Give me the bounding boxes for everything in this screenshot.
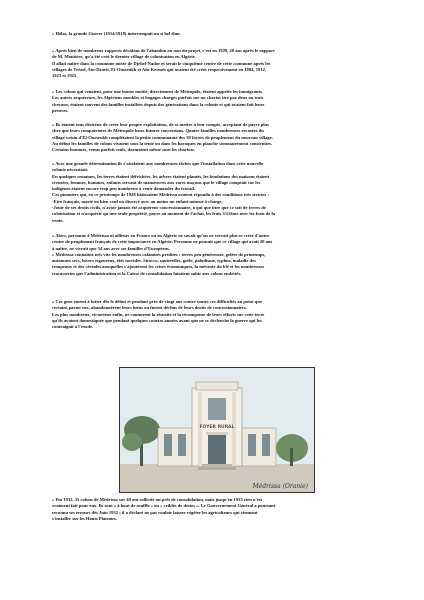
paragraph-3 — [52, 122, 378, 153]
building-illustration — [120, 368, 314, 492]
text-line: contraignit à l'exode. — [52, 324, 94, 330]
text-line: Les autres acquéreurs, les Algériens meubles et bagages chargés parfois sur un chariot tiré par deux ou trois — [52, 95, 264, 101]
text-line: vente. — [52, 217, 64, 223]
paragraph-4 — [52, 161, 378, 224]
text-line: « Avec une grande détermination ils s'attelaient aux nombreuses tâches que l'installation dans cette nouvelle — [52, 161, 264, 166]
text-line: cher que leurs compatriotes de Métropole leurs futures concessions. Quatre familles nombreuses recasées du — [52, 128, 264, 134]
text-line: creusées, femmes, hommes, enfants servant de manœuvres aux rares maçons que le village comptait car les — [52, 179, 261, 185]
text-line: Au début les familles de colons vivaient sous la tente ou dans les baraques en planche sommairement construites. — [52, 140, 273, 146]
text-line: troupeaux et des céréales auxquelles s'ajoutèrent les crises économiques, la mévente du blé et les nombreuses — [52, 264, 265, 270]
text-line: Il allait naître dans la commune mixte de Djebel-Nador et serait le cinquième centre de cette commune après les — [52, 60, 271, 66]
text-line: colonie nécessitait. — [52, 167, 89, 173]
text-line: preuves. — [52, 107, 69, 113]
text-line: « Les colons qui venaient, pour une bonne moitié, directement de Métropole, étaient appelés les immigrants. — [52, 89, 263, 94]
sign-text: FOYER RURAL — [199, 425, 235, 430]
text-line: automnes secs, hivers rigoureux, étés torrides. Sirocco, sauterelles, grêle, paludisme, typhus, maladie des — [52, 258, 256, 264]
text-line: qu'ils avaient domestiquée que pendant quelques courtes années avant que ne se déclenche la guerre qui les — [52, 317, 262, 323]
text-line: -Jouir de ses droits civils, n'avoir jamais été acquéreur concessionnaire, à qui que titre que ce soit de terres de — [52, 205, 266, 211]
text-line: « Médrissa connaîtra très vite les nombreuses calamités prédites : terres peu généreuses, gelées de printemps, — [52, 251, 266, 257]
paragraph-2 — [52, 89, 378, 114]
text-line: chevaux, étaient souvent des familles installées depuis des générations dans la colonie et qui avaient fait leurs — [52, 101, 265, 107]
paragraph-7 — [52, 497, 378, 522]
text-line: 1923 et 1925. — [52, 73, 78, 79]
text-line: à naître, ne vivrait que 34 ans avec ses familles d'Européens. — [52, 245, 170, 251]
text-line: Les plus nombreux, victorieux enfin, ne connurent la réussite et la récompense de leurs efforts sur cette terre — [52, 311, 265, 317]
text-line: -Etre français, marié ou bien veuf ou divorcé avec au moins un enfant mineur à charge, — [52, 198, 223, 204]
text-line: « Alors, personne à Médrissa ni ailleurs en France ou en Algérie ne savait qu'on ne verrait plus se créer d'autre — [52, 233, 270, 238]
text-line: « Ils étaient tous désireux de créer leur propre exploitation, de se mettre à leur compte, acceptant de payer plus — [52, 122, 269, 127]
text-line: de M. Montière, qu'a été créé le dernier village de colonisation en Algérie. — [52, 54, 196, 60]
text-line: Certains hommes, venus parfois seuls, dormaient même sous les chariots. — [52, 147, 195, 153]
text-line: « Ces gens eurent à lutter dès le début et pendant près de vingt ans contre toutes ces difficultés au point que — [52, 299, 262, 304]
foyer-rural-photo — [119, 367, 315, 493]
text-line: Ces pionniers qui, en ce printemps de 1928 bâtissaient Médrissa avaient répondu à des conditions très strictes : — [52, 192, 269, 198]
text-line: villages de Trézel, Aïn-Dzarit, El-Ousseukh et Aïn-Kermès qui avaient été créés respectivement en 1894, 1912, — [52, 66, 267, 72]
paragraph-6 — [52, 299, 378, 330]
text-line: reconnu ses erreurs dès Juin 1932 ; il a déclaré ne pas vouloir laisser végéter les agriculteurs qui viennent — [52, 509, 258, 515]
text-line: « Après bien de nombreux rapports décidant de l'abandon ou non du projet, c'est en 1928, 20 ans après le rapport — [52, 48, 275, 53]
text-line: vraiment fait pour eux. Ils sont « à bout de souffle » ou « criblés de dettes ». Le Gouvernement Général a pourtant — [52, 503, 276, 509]
text-line: tracasseries que l'administration et la Caisse de consolidation faisaient subir aux colons endettés. — [52, 270, 242, 276]
photo-caption: Médrissa (Oranie) — [252, 483, 308, 490]
paragraph-intro — [52, 31, 378, 37]
text-line: indigènes étaient encore trop peu nombreux à venir demander du travail. — [52, 186, 196, 192]
text-line: centre de peuplement français de cette importance en Algérie. Personne ne pensait que ce village qui avait 20 ans — [52, 239, 273, 245]
text-line: « Fin 1932, 35 colons de Médrissa sur 40 ont sollicité un prêt de consolidation, mais jusqu'en 1933 rien n'est — [52, 497, 263, 502]
paragraph-1 — [52, 48, 378, 79]
text-line: colonisation et n'acquérir qu'une seule propriété, payer au moment de l'achat, les frais 3/12ème avec les frais de la — [52, 211, 276, 217]
text-line: village voisin d'El-Ousseukh complétaient la petite communauté des 39 foyers de peuplement du nouveau village. — [52, 134, 273, 140]
text-line: s'installer sur les Hauts Plateaux. — [52, 515, 118, 521]
paragraph-5 — [52, 233, 378, 277]
text-line: En quelques semaines, les terres étaient défrichées, les arbres étaient plantés, les fondations des maisons étaient — [52, 173, 270, 179]
text-line: certains parmi eux, abandonnèrent leurs biens ou furent déchus de leurs droits de concessionnaires. — [52, 305, 247, 311]
text-line: « Hélas, la grande Guerre (1914/1918) interrompait un si bel élan. — [52, 31, 181, 36]
